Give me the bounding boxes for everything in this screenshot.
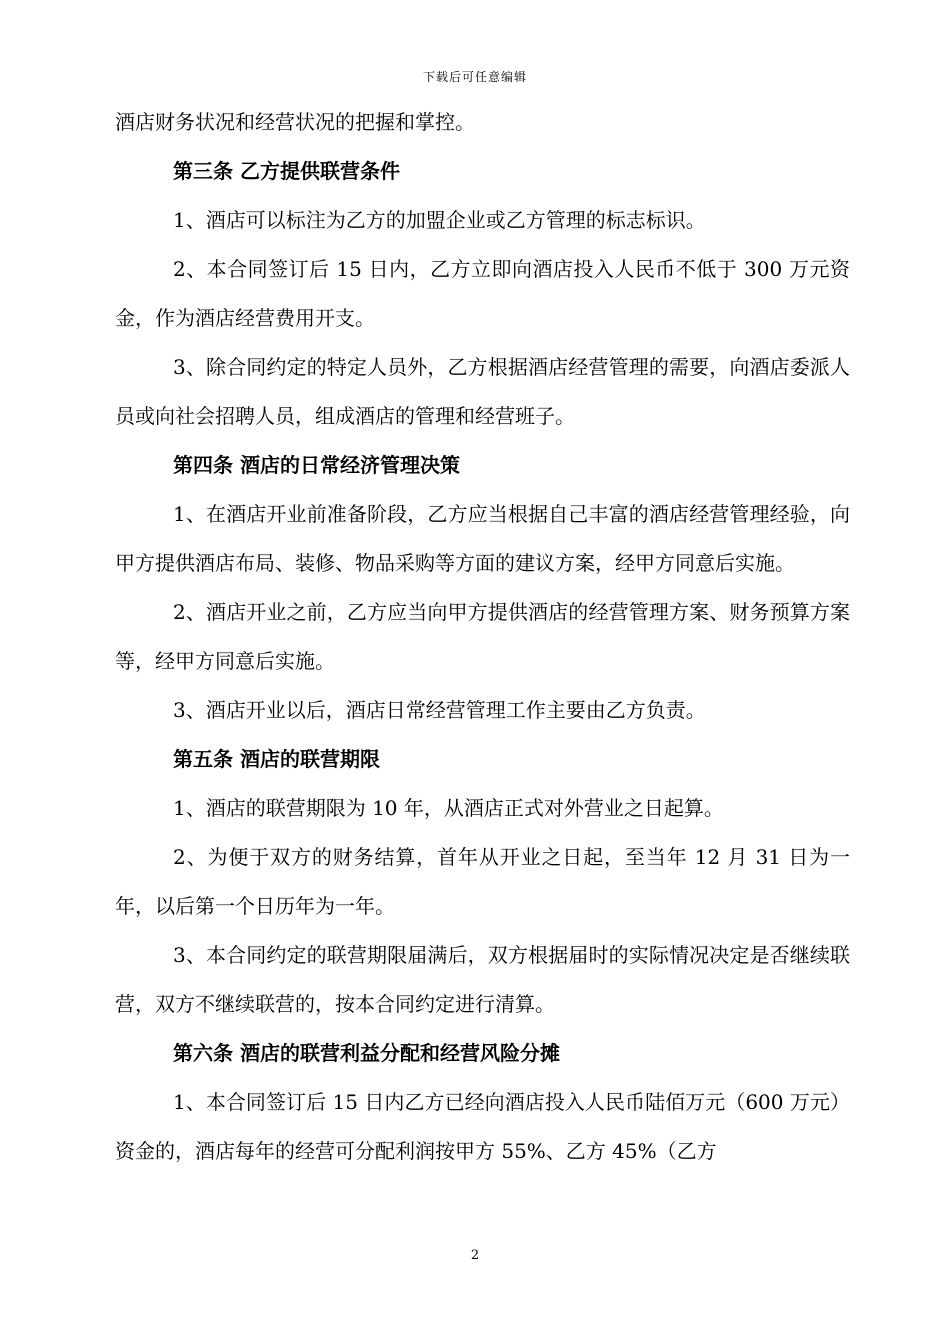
section-heading: 第五条 酒店的联营期限 [173,747,380,771]
section-heading: 第三条 乙方提供联营条件 [173,159,400,183]
section-heading: 第六条 酒店的联营利益分配和经营风险分摊 [173,1041,560,1065]
paragraph: 3、除合同约定的特定人员外，乙方根据酒店经营管理的需要，向酒店委派人员或向社会招聘人员，组成酒店的管理和经营班子。 [115,355,850,428]
section-heading: 第四条 酒店的日常经济管理决策 [173,453,460,477]
paragraph: 1、酒店的联营期限为 10 年，从酒店正式对外营业之日起算。 [173,796,724,820]
paragraph: 2、本合同签订后 15 日内，乙方立即向酒店投入人民币不低于 300 万元资金，作为酒店经营费用开支。 [115,257,850,330]
document-body [115,98,850,1176]
page-number: 2 [470,1248,480,1263]
paragraph: 酒店财务状况和经营状况的把握和掌控。 [115,110,475,134]
paragraph: 3、本合同约定的联营期限届满后，双方根据届时的实际情况决定是否继续联营，双方不继续联营的，按本合同约定进行清算。 [115,943,850,1016]
paragraph: 2、酒店开业之前，乙方应当向甲方提供酒店的经营管理方案、财务预算方案等，经甲方同意后实施。 [115,600,850,673]
paragraph: 3、酒店开业以后，酒店日常经营管理工作主要由乙方负责。 [173,698,706,722]
paragraph: 1、酒店可以标注为乙方的加盟企业或乙方管理的标志标识。 [173,208,706,232]
paragraph: 1、本合同签订后 15 日内乙方已经向酒店投入人民币陆佰万元（600 万元）资金的，酒店每年的经营可分配利润按甲方 55%、乙方 45%（乙方 [115,1090,850,1163]
paragraph: 1、在酒店开业前准备阶段，乙方应当根据自己丰富的酒店经营管理经验，向甲方提供酒店布局、装修、物品采购等方面的建议方案，经甲方同意后实施。 [115,502,850,575]
paragraph: 2、为便于双方的财务结算，首年从开业之日起，至当年 12 月 31 日为一年，以后第一个日历年为一年。 [115,845,850,918]
page-header: 下载后可任意编辑 [422,70,527,84]
